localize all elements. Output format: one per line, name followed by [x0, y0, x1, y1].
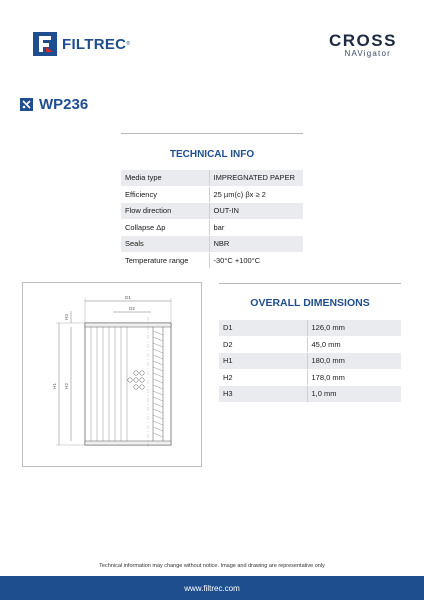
- table-row: [219, 369, 401, 386]
- spec-label: Flow direction: [121, 203, 209, 220]
- registered-mark: ®: [126, 41, 130, 47]
- spec-value: bar: [209, 219, 303, 236]
- disclaimer-note: Technical information may change without notice. Image and drawing are representative only: [99, 563, 325, 569]
- table-row: [121, 252, 303, 269]
- overall-dimensions-table: [219, 320, 401, 403]
- spec-label: Efficiency: [121, 186, 209, 203]
- table-row: [121, 236, 303, 253]
- spec-label: Collapse Δp: [121, 219, 209, 236]
- h1-label: H1: [52, 383, 57, 389]
- dimension-value: 45,0 mm: [307, 336, 401, 353]
- spec-value: OUT-IN: [209, 203, 303, 220]
- filter-element-icon: [20, 98, 33, 111]
- spec-value: 25 µm(c) βx ≥ 2: [209, 186, 303, 203]
- technical-top-rule: [121, 133, 303, 134]
- h3-label: H3: [64, 314, 69, 320]
- table-row: [121, 186, 303, 203]
- spec-label: Media type: [121, 170, 209, 186]
- table-row: [219, 336, 401, 353]
- dimension-label: D2: [219, 336, 307, 353]
- spec-label: Seals: [121, 236, 209, 253]
- filtrec-logo-icon: [33, 32, 57, 56]
- dimension-label: H2: [219, 369, 307, 386]
- overall-dimensions-title: OVERALL DIMENSIONS: [250, 297, 370, 309]
- spec-value: -30°C +100°C: [209, 252, 303, 269]
- dimension-value: 126,0 mm: [307, 320, 401, 336]
- table-row: [219, 386, 401, 403]
- cross-navigator-logo: [329, 31, 397, 58]
- cross-logo-text: CROSS: [329, 31, 397, 50]
- dimension-value: 180,0 mm: [307, 353, 401, 370]
- technical-drawing: [22, 282, 202, 467]
- product-heading: [20, 96, 88, 113]
- dimension-label: D1: [219, 320, 307, 336]
- footer-bar: [0, 576, 424, 600]
- h2-label: H2: [64, 383, 69, 389]
- spec-label: Temperature range: [121, 252, 209, 269]
- technical-info-title: TECHNICAL INFO: [169, 149, 255, 160]
- technical-info-table: [121, 170, 303, 269]
- product-code: WP236: [39, 96, 89, 113]
- filtrec-logo: [33, 32, 130, 56]
- spec-value: IMPREGNATED PAPER: [209, 170, 303, 186]
- website-link[interactable]: www.filtrec.com: [184, 583, 240, 593]
- filter-cross-section-drawing: [23, 283, 201, 466]
- table-row: [121, 219, 303, 236]
- table-row: [121, 170, 303, 186]
- dimensions-top-rule: [219, 283, 401, 284]
- navigator-logo-text: NAVigator: [344, 49, 391, 58]
- table-row: [219, 353, 401, 370]
- dimension-label: H1: [219, 353, 307, 370]
- dimension-label: H3: [219, 386, 307, 403]
- table-row: [121, 203, 303, 220]
- spec-value: NBR: [209, 236, 303, 253]
- filtrec-logo-text: FILTREC: [62, 35, 127, 53]
- table-row: [219, 320, 401, 336]
- dimension-value: 178,0 mm: [307, 369, 401, 386]
- d2-label: D2: [129, 306, 135, 311]
- d1-label: D1: [125, 295, 131, 300]
- dimension-value: 1,0 mm: [307, 386, 401, 403]
